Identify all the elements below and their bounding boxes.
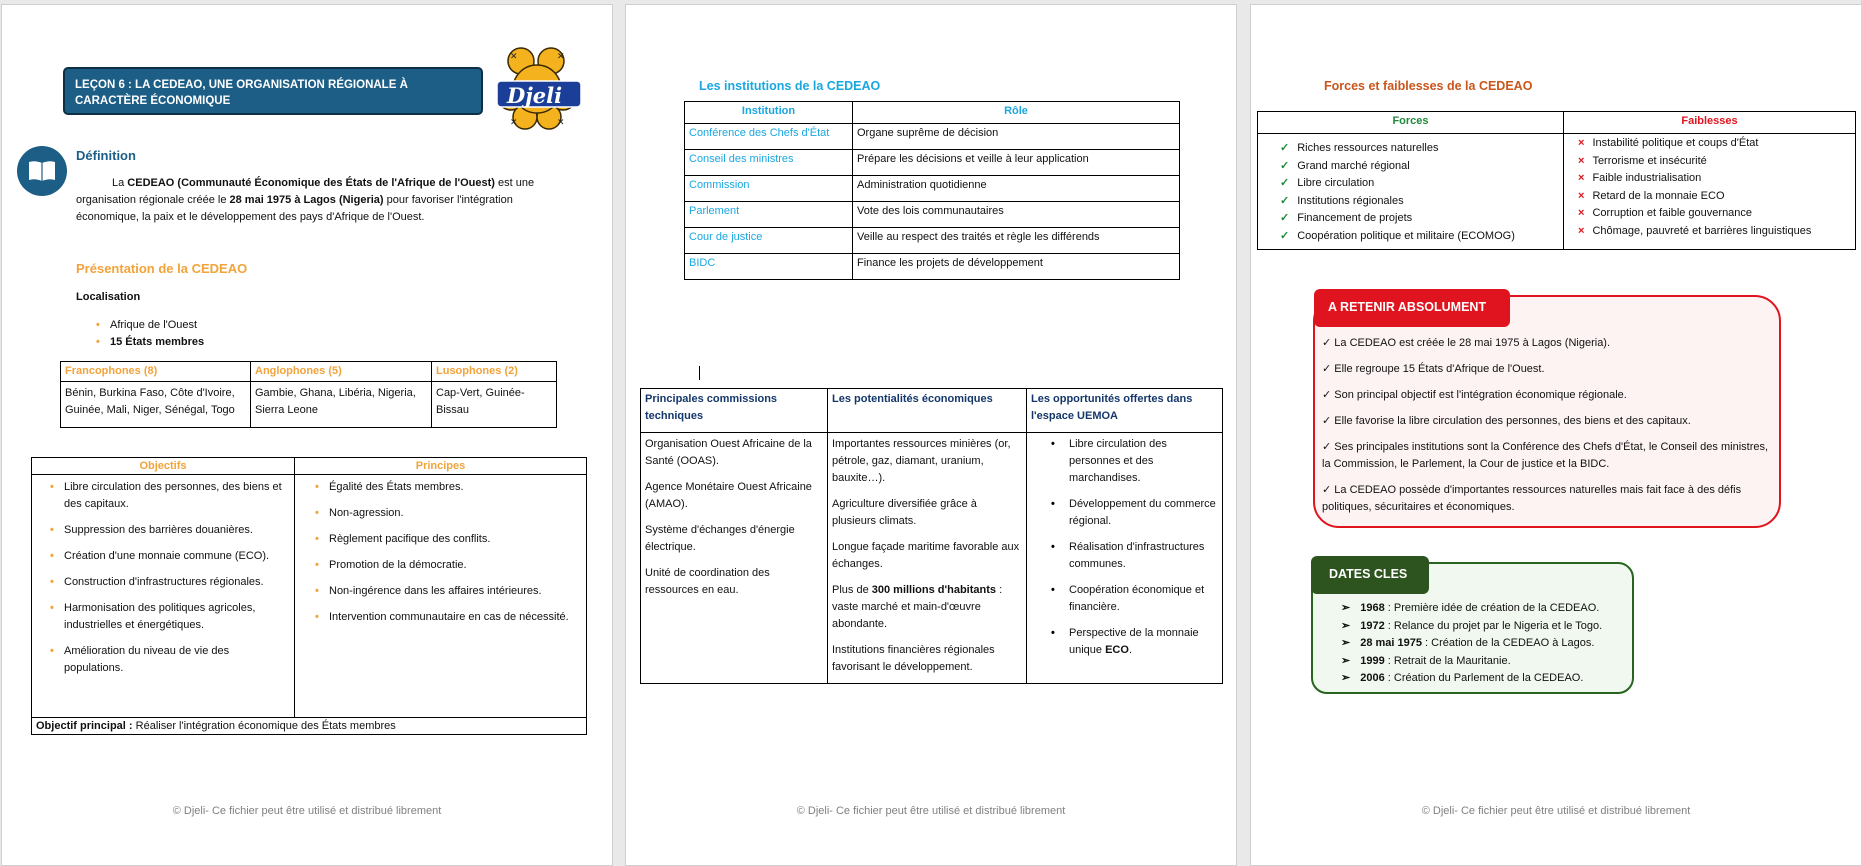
page-3 [1250, 4, 1861, 866]
cell-anglophones: Gambie, Ghana, Libéria, Nigeria, Sierra Leone [251, 382, 432, 428]
list-item: • 15 États membres [94, 334, 204, 351]
svg-text:✕: ✕ [510, 51, 518, 61]
text-cursor[interactable] [699, 366, 700, 380]
list-item: ✓ La CEDEAO est créée le 28 mai 1975 à Lagos (Nigeria). [1322, 337, 1611, 349]
arrow-icon: ➢ [1341, 672, 1351, 684]
book-icon [17, 146, 67, 196]
list-item: ✓ Institutions régionales [1280, 194, 1404, 207]
table-row: Conférence des Chefs d'État Organe suprême de décision [685, 124, 1180, 150]
objectifs-cell [32, 475, 295, 718]
header-anglophones: Anglophones (5) [251, 362, 432, 382]
list-item: Importantes ressources minières (or, pétrole, gaz, diamant, uranium, bauxite…). [832, 438, 1011, 484]
list-item: • Libre circulation des personnes, des biens et des capitaux. [48, 479, 286, 513]
commissions-table [640, 388, 1223, 684]
list-item: • Non-ingérence dans les affaires intérieures. [313, 583, 578, 600]
list-item: ✓ Elle regroupe 15 États d'Afrique de l'Ouest. [1322, 363, 1545, 375]
svg-text:✕: ✕ [510, 117, 518, 127]
retenir-box [1313, 295, 1781, 528]
check-icon: ✓ [1280, 142, 1290, 154]
dates-box [1311, 562, 1634, 694]
page-footer: © Djeli- Ce fichier peut être utilisé et distribué librement [172, 805, 442, 817]
institutions-heading: Les institutions de la CEDEAO [699, 79, 881, 93]
arrow-icon: ➢ [1341, 637, 1351, 649]
list-item: ➢ 2006 : Création du Parlement de la CEDEAO. [1341, 672, 1584, 684]
cross-icon: × [1578, 189, 1585, 202]
cell-francophones: Bénin, Burkina Faso, Côte d'Ivoire, Guinée, Mali, Niger, Sénégal, Togo [61, 382, 251, 428]
list-item: • Perspective de la monnaie unique ECO. [1049, 625, 1218, 659]
list-item: ➢ 1972 : Relance du projet par le Nigeria et le Togo. [1341, 619, 1603, 632]
list-item: • Amélioration du niveau de vie des populations. [48, 643, 286, 677]
list-item: Plus de 300 millions d'habitants : vaste marché et main-d'œuvre abondante. [832, 584, 1003, 630]
cross-icon: × [1578, 154, 1585, 167]
header-role: Rôle [853, 102, 1180, 124]
definition-text: La CEDEAO (Communauté Économique des États de l'Afrique de l'Ouest) est une organisation régionale créée le 28 mai 1975 à Lagos (Nigeria) pour favoriser l'intégration économique, la paix et le développement des pays d'Afrique de l'Ouest. [76, 177, 535, 223]
potentialites-cell [828, 433, 1027, 684]
list-item: • Règlement pacifique des conflits. [313, 531, 578, 548]
localisation-heading: Localisation [76, 291, 141, 303]
page-footer: © Djeli- Ce fichier peut être utilisé et distribué librement [796, 805, 1066, 817]
forces-cell [1258, 134, 1564, 250]
dates-title: DATES CLES [1311, 556, 1429, 594]
list-item: ✓ Financement de projets [1280, 212, 1413, 224]
list-item: × Instabilité politique et coups d'État [1578, 137, 1759, 149]
cell-lusophones: Cap-Vert, Guinée-Bissau [432, 382, 557, 428]
list-item: ✓ Riches ressources naturelles [1280, 142, 1439, 154]
list-item: × Corruption et faible gouvernance [1578, 207, 1753, 219]
header-potentialites: Les potentialités économiques [828, 389, 1027, 433]
list-item: × Retard de la monnaie ECO [1578, 189, 1725, 202]
header-forces: Forces [1258, 112, 1564, 134]
page-2 [625, 4, 1237, 866]
list-item: Agriculture diversifiée grâce à plusieurs climats. [832, 498, 977, 527]
faiblesses-cell [1564, 134, 1856, 250]
list-item: • Afrique de l'Ouest [94, 317, 204, 334]
check-icon: ✓ [1280, 177, 1290, 189]
dates-list [1341, 600, 1602, 688]
check-icon: ✓ [1280, 212, 1290, 224]
forces-faiblesses-heading: Forces et faiblesses de la CEDEAO [1324, 79, 1533, 93]
check-icon: ✓ [1280, 159, 1290, 172]
list-item: ✓ Coopération politique et militaire (ECOMOG) [1280, 229, 1515, 242]
principes-cell [295, 475, 587, 718]
header-francophones: Francophones (8) [61, 362, 251, 382]
cross-icon: × [1578, 172, 1585, 184]
list-item: Unité de coordination des ressources en eau. [645, 567, 770, 596]
list-item: • Harmonisation des politiques agricoles, industrielles et énergétiques. [48, 600, 286, 634]
lesson-title: LEÇON 6 : LA CEDEAO, UNE ORGANISATION RÉGIONALE À CARACTÈRE ÉCONOMIQUE [63, 67, 483, 115]
list-item: • Réalisation d'infrastructures communes. [1049, 539, 1218, 573]
page-footer: © Djeli- Ce fichier peut être utilisé et distribué librement [1421, 805, 1691, 817]
list-item: • Non-agression. [313, 505, 578, 522]
svg-text:✕: ✕ [557, 117, 565, 127]
opportunites-cell [1027, 433, 1223, 684]
list-item: Agence Monétaire Ouest Africaine (AMAO). [645, 481, 812, 510]
table-row: Cour de justice Veille au respect des traités et règle les différends [685, 228, 1180, 254]
list-item: • Construction d'infrastructures régionales. [48, 574, 286, 591]
check-icon: ✓ [1280, 229, 1290, 242]
table-row: Parlement Vote des lois communautaires [685, 202, 1180, 228]
cross-icon: × [1578, 224, 1585, 237]
header-objectifs: Objectifs [32, 458, 295, 475]
list-item: ✓ La CEDEAO possède d'importantes ressources naturelles mais fait face à des défis politiques, sécuritaires et économiques. [1322, 484, 1742, 513]
cross-icon: × [1578, 207, 1585, 219]
table-row: Conseil des ministres Prépare les décisions et veille à leur application [685, 150, 1180, 176]
list-item: × Faible industrialisation [1578, 172, 1702, 184]
list-item: × Chômage, pauvreté et barrières linguistiques [1578, 224, 1812, 237]
list-item: ➢ 1968 : Première idée de création de la CEDEAO. [1341, 602, 1600, 614]
list-item: Longue façade maritime favorable aux échanges. [832, 541, 1020, 570]
list-item: Organisation Ouest Africaine de la Santé (OOAS). [645, 438, 812, 467]
svg-text:✕: ✕ [557, 51, 565, 61]
list-item: ✓ Ses principales institutions sont la Conférence des Chefs d'État, le Conseil des ministres, la Commission, le Parlement, la Cour de justice et la BIDC. [1322, 441, 1769, 470]
forces-faiblesses-table [1257, 111, 1856, 250]
localisation-list [94, 317, 204, 351]
header-lusophones: Lusophones (2) [432, 362, 557, 382]
list-item: Institutions financières régionales favorisant le développement. [832, 644, 995, 673]
institutions-table [684, 101, 1180, 280]
list-item: • Égalité des États membres. [313, 479, 578, 496]
list-item: • Promotion de la démocratie. [313, 557, 578, 574]
page-1 [1, 4, 613, 866]
languages-table [60, 361, 557, 428]
header-opportunites: Les opportunités offertes dans l'espace UEMOA [1027, 389, 1223, 433]
cross-icon: × [1578, 137, 1585, 149]
list-item: • Suppression des barrières douanières. [48, 522, 286, 539]
list-item: ✓ Elle favorise la libre circulation des personnes, des biens et des capitaux. [1322, 415, 1691, 427]
list-item: • Coopération économique et financière. [1049, 582, 1218, 616]
list-item: ✓ Son principal objectif est l'intégration économique régionale. [1322, 389, 1627, 401]
presentation-heading: Présentation de la CEDEAO [76, 261, 248, 276]
list-item: ✓ Grand marché régional [1280, 159, 1410, 172]
header-commissions: Principales commissions techniques [641, 389, 828, 433]
retenir-title: A RETENIR ABSOLUMENT [1314, 289, 1510, 327]
djeli-logo [491, 45, 587, 131]
list-item: • Développement du commerce régional. [1049, 496, 1218, 530]
retenir-body [1322, 335, 1773, 525]
arrow-icon: ➢ [1341, 602, 1351, 614]
objectif-principal: Objectif principal : Réaliser l'intégration économique des États membres [32, 718, 587, 735]
arrow-icon: ➢ [1341, 619, 1351, 632]
header-principes: Principes [295, 458, 587, 475]
definition-heading: Définition [76, 148, 136, 163]
logo-text: Djeli [507, 83, 563, 108]
header-institution: Institution [685, 102, 853, 124]
table-row: Commission Administration quotidienne [685, 176, 1180, 202]
list-item: × Terrorisme et insécurité [1578, 154, 1707, 167]
list-item: Système d'échanges d'énergie électrique. [645, 524, 795, 553]
check-icon: ✓ [1280, 194, 1290, 207]
commissions-cell [641, 433, 828, 684]
objectifs-principes-table [31, 457, 587, 735]
list-item: ➢ 28 mai 1975 : Création de la CEDEAO à Lagos. [1341, 637, 1595, 649]
table-row: BIDC Finance les projets de développement [685, 254, 1180, 280]
list-item: • Intervention communautaire en cas de nécessité. [313, 609, 578, 626]
header-faiblesses: Faiblesses [1564, 112, 1856, 134]
list-item: ➢ 1999 : Retrait de la Mauritanie. [1341, 654, 1511, 667]
arrow-icon: ➢ [1341, 654, 1351, 667]
list-item: • Libre circulation des personnes et des marchandises. [1049, 436, 1218, 487]
list-item: ✓ Libre circulation [1280, 177, 1375, 189]
list-item: • Création d'une monnaie commune (ECO). [48, 548, 286, 565]
